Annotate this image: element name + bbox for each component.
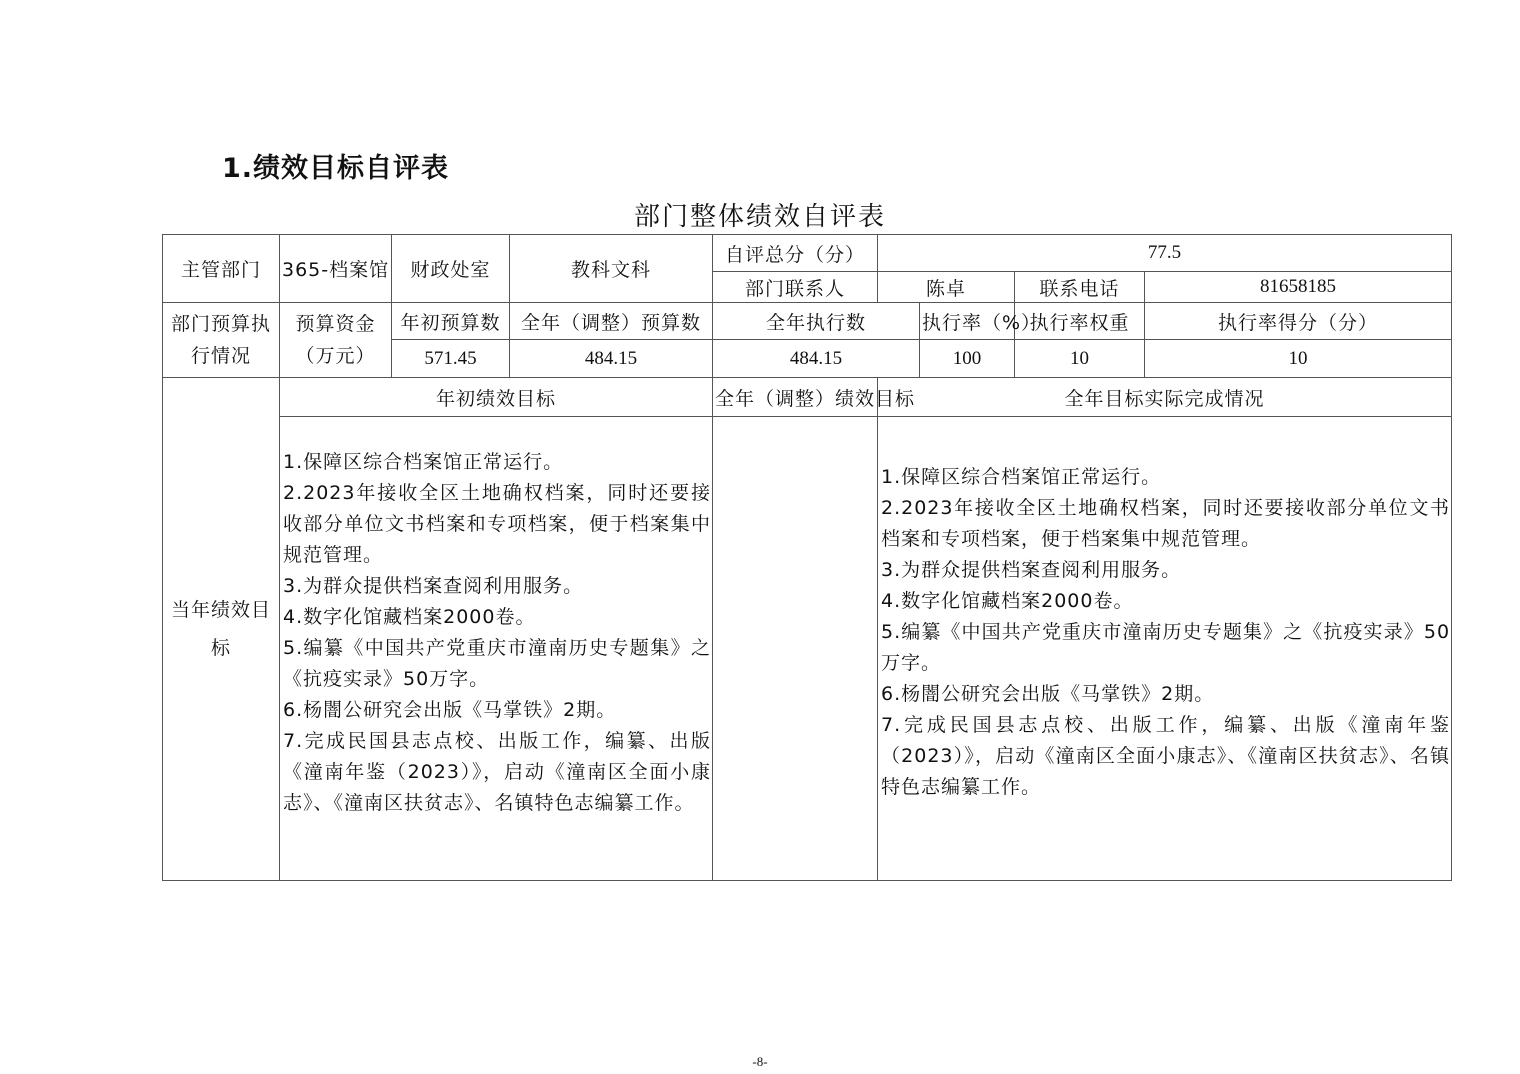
goals-adjusted-cell: [713, 417, 878, 881]
budget-value: 10: [1145, 340, 1452, 378]
page-number: -8-: [752, 1054, 768, 1069]
section-cell: 教科文科: [510, 235, 713, 303]
phone-value-cell: 81658185: [1145, 272, 1452, 303]
budget-value: 484.15: [713, 340, 920, 378]
goal-item: 7.完成民国县志点校、出版工作，编纂、出版《潼南年鉴（2023）》，启动《潼南区全面小康志》、《潼南区扶贫志》、名镇特色志编纂工作。: [881, 714, 1451, 798]
contact-label-cell: 部门联系人: [713, 272, 878, 303]
goals-actual-cell: [878, 417, 1452, 881]
budget-label-cell: 部门预算执行情况: [163, 303, 280, 378]
finance-office-cell: 财政处室: [392, 235, 510, 303]
goal-item: 7.完成民国县志点校、出版工作，编纂、出版《潼南年鉴（2023）》，启动《潼南区全面小康志》、《潼南区扶贫志》、名镇特色志编纂工作。: [283, 730, 711, 814]
budget-value: 10: [1015, 340, 1145, 378]
budget-header: 全年执行数: [713, 303, 920, 340]
contact-name-cell: 陈卓: [878, 272, 1015, 303]
goal-item: 1.保障区综合档案馆正常运行。: [881, 466, 1162, 488]
score-label-cell: 自评总分（分）: [713, 235, 878, 272]
goal-item: 6.杨闇公研究会出版《马掌铁》2期。: [283, 699, 617, 721]
goals-adjusted-header: 全年（调整）绩效目标: [713, 378, 878, 417]
goals-initial-list: [280, 417, 712, 819]
goal-item: 3.为群众提供档案查阅利用服务。: [881, 559, 1182, 581]
section-heading: 1.绩效目标自评表: [222, 153, 450, 184]
goal-item: 4.数字化馆藏档案2000卷。: [881, 590, 1134, 612]
goal-item: 4.数字化馆藏档案2000卷。: [283, 606, 536, 628]
performance-table: [162, 234, 1452, 881]
goals-initial-cell: [280, 417, 713, 881]
table-title: 部门整体绩效自评表: [633, 202, 886, 232]
score-value-cell: 77.5: [878, 235, 1452, 272]
budget-header: 执行率（%）: [920, 303, 1015, 340]
goal-item: 5.编纂《中国共产党重庆市潼南历史专题集》之《抗疫实录》50万字。: [881, 621, 1451, 674]
dept-code-cell: 365-档案馆: [280, 235, 392, 303]
budget-funds-label-cell: 预算资金（万元）: [280, 303, 392, 378]
budget-header: 执行率得分（分）: [1145, 303, 1452, 340]
budget-value: 484.15: [510, 340, 713, 378]
goals-label-cell: 当年绩效目标: [163, 378, 280, 881]
goal-item: 5.编纂《中国共产党重庆市潼南历史专题集》之《抗疫实录》50万字。: [283, 637, 711, 690]
goal-item: 1.保障区综合档案馆正常运行。: [283, 451, 564, 473]
budget-header: 年初预算数: [392, 303, 510, 340]
phone-label-cell: 联系电话: [1015, 272, 1145, 303]
goals-initial-header: 年初绩效目标: [280, 378, 713, 417]
goals-actual-list: [878, 417, 1451, 803]
dept-label-cell: 主管部门: [163, 235, 280, 303]
goal-item: 2.2023年接收全区土地确权档案，同时还要接收部分单位文书档案和专项档案，便于档案集中规范管理。: [283, 482, 711, 566]
goal-item: 3.为群众提供档案查阅利用服务。: [283, 575, 584, 597]
budget-header: 执行率权重: [1015, 303, 1145, 340]
budget-header: 全年（调整）预算数: [510, 303, 713, 340]
goal-item: 6.杨闇公研究会出版《马掌铁》2期。: [881, 683, 1215, 705]
goal-item: 2.2023年接收全区土地确权档案，同时还要接收部分单位文书档案和专项档案，便于档案集中规范管理。: [881, 497, 1451, 550]
goals-actual-header: 全年目标实际完成情况: [878, 378, 1452, 417]
budget-value: 571.45: [392, 340, 510, 378]
budget-value: 100: [920, 340, 1015, 378]
